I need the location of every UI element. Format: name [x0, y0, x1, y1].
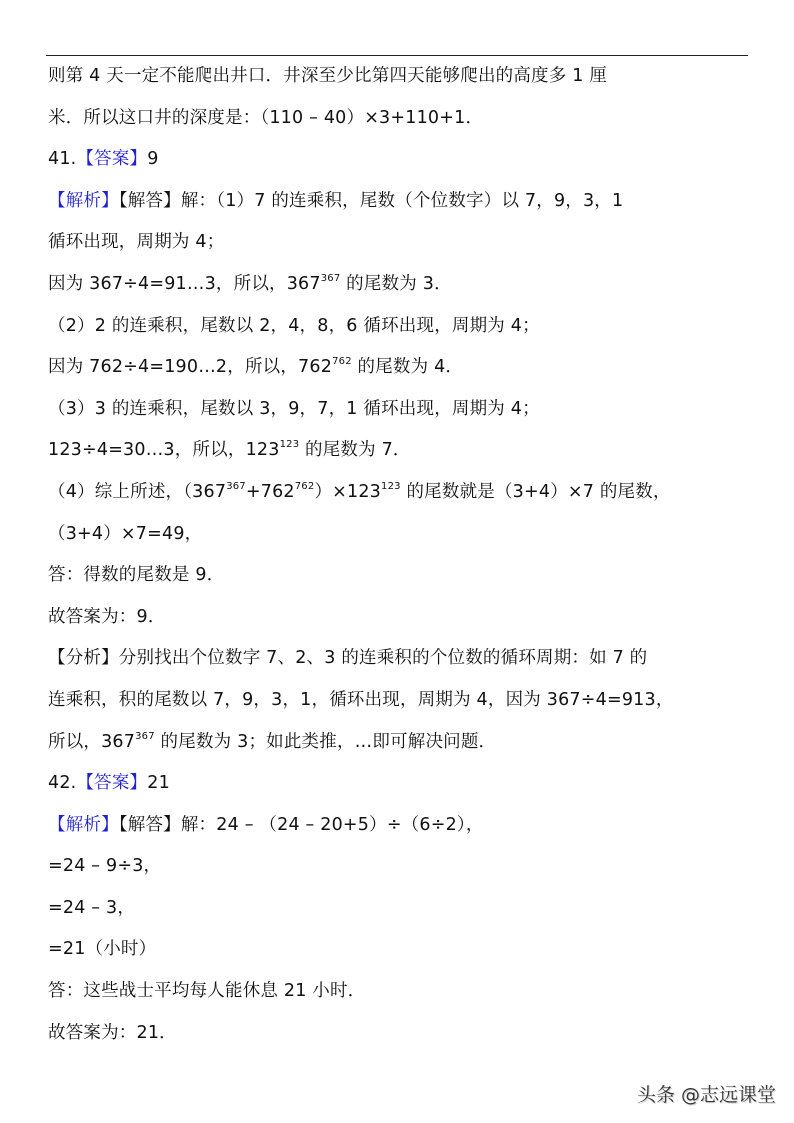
analysis-line	[48, 181, 748, 223]
math-line	[48, 472, 748, 514]
text-line: 故答案为：21．	[48, 1022, 177, 1043]
text-line: 米．所以这口井的深度是：（110 – 40）×3+110+1．	[48, 107, 484, 128]
math-text: 的尾数为 4．	[351, 357, 464, 378]
math-text: ）×123	[314, 481, 382, 502]
text-line: 则第 4 天一定不能爬出井口．井深至少比第四天能够爬出的高度多 1 厘	[48, 66, 608, 86]
exponent: 123	[381, 480, 401, 492]
question-number: 42.	[48, 773, 77, 794]
solution-text: 【解答】解：（1）7 的连乘积，尾数（个位数字）以 7，9，3，1	[118, 190, 624, 211]
answer-tag: 【答案】	[76, 773, 148, 794]
math-text: 因为 762÷4=190…2，所以，762	[48, 357, 333, 378]
analysis-line	[48, 805, 748, 847]
math-text: 的尾数就是（3+4）×7 的尾数，	[400, 481, 671, 502]
math-text: 的尾数为 3．	[340, 273, 452, 294]
text-line: =24 – 3，	[48, 897, 136, 918]
math-text: 的尾数为 7．	[299, 440, 411, 461]
text-line: （3）3 的连乘积，尾数以 3，9，7，1 循环出现，周期为 4；	[48, 398, 540, 419]
exponent: 367	[135, 730, 155, 742]
exponent: 367	[226, 480, 246, 492]
math-text: 123÷4=30…3，所以，123	[48, 440, 280, 461]
analysis-tag: 【解析】	[48, 190, 119, 211]
analysis-tag: 【解析】	[48, 814, 119, 835]
math-line	[48, 264, 748, 306]
watermark: 头条 @志远课堂	[636, 1084, 776, 1106]
answer-value: 9	[147, 149, 159, 170]
answer-tag: 【答案】	[76, 149, 148, 170]
text-line: =24 – 9÷3，	[48, 856, 162, 877]
exponent: 762	[294, 480, 315, 492]
text-line: 答：这些战士平均每人能休息 21 小时．	[48, 981, 366, 1002]
text-line: 故答案为：9．	[48, 606, 166, 627]
math-line	[48, 347, 748, 389]
text-line: 连乘积，积的尾数以 7，9，3，1，循环出现，周期为 4，因为 367÷4=913，	[48, 689, 674, 710]
exponent: 123	[279, 439, 300, 451]
text-line: （2）2 的连乘积，尾数以 2，4，8，6 循环出现，周期为 4；	[48, 315, 540, 336]
document-body	[48, 56, 748, 1054]
answer-heading-42	[48, 763, 748, 805]
question-number: 41.	[48, 149, 77, 170]
text-line: =21（小时）	[48, 939, 157, 960]
text-line: 循环出现，周期为 4；	[48, 232, 225, 253]
text-line: 答：得数的尾数是 9．	[48, 565, 225, 586]
text-line: 【分析】分别找出个位数字 7、2、3 的连乘积的个位数的循环周期：如 7 的	[48, 648, 648, 669]
exponent: 367	[320, 272, 341, 284]
math-text: 所以，367	[48, 731, 136, 752]
answer-value: 21	[147, 773, 170, 794]
math-line	[48, 722, 748, 764]
math-text: 因为 367÷4=91…3，所以，367	[48, 273, 321, 294]
math-text: （4）综上所述，（367	[48, 481, 227, 502]
math-text: 的尾数为 3；如此类推，…即可解决问题．	[154, 731, 497, 752]
solution-text: 【解答】解：24 – （24 – 20+5）÷（6÷2），	[118, 814, 484, 835]
answer-heading-41	[48, 139, 748, 181]
text-line: （3+4）×7=49，	[48, 523, 203, 544]
math-text: +762	[245, 481, 295, 502]
math-line	[48, 430, 748, 472]
exponent: 762	[332, 356, 352, 368]
